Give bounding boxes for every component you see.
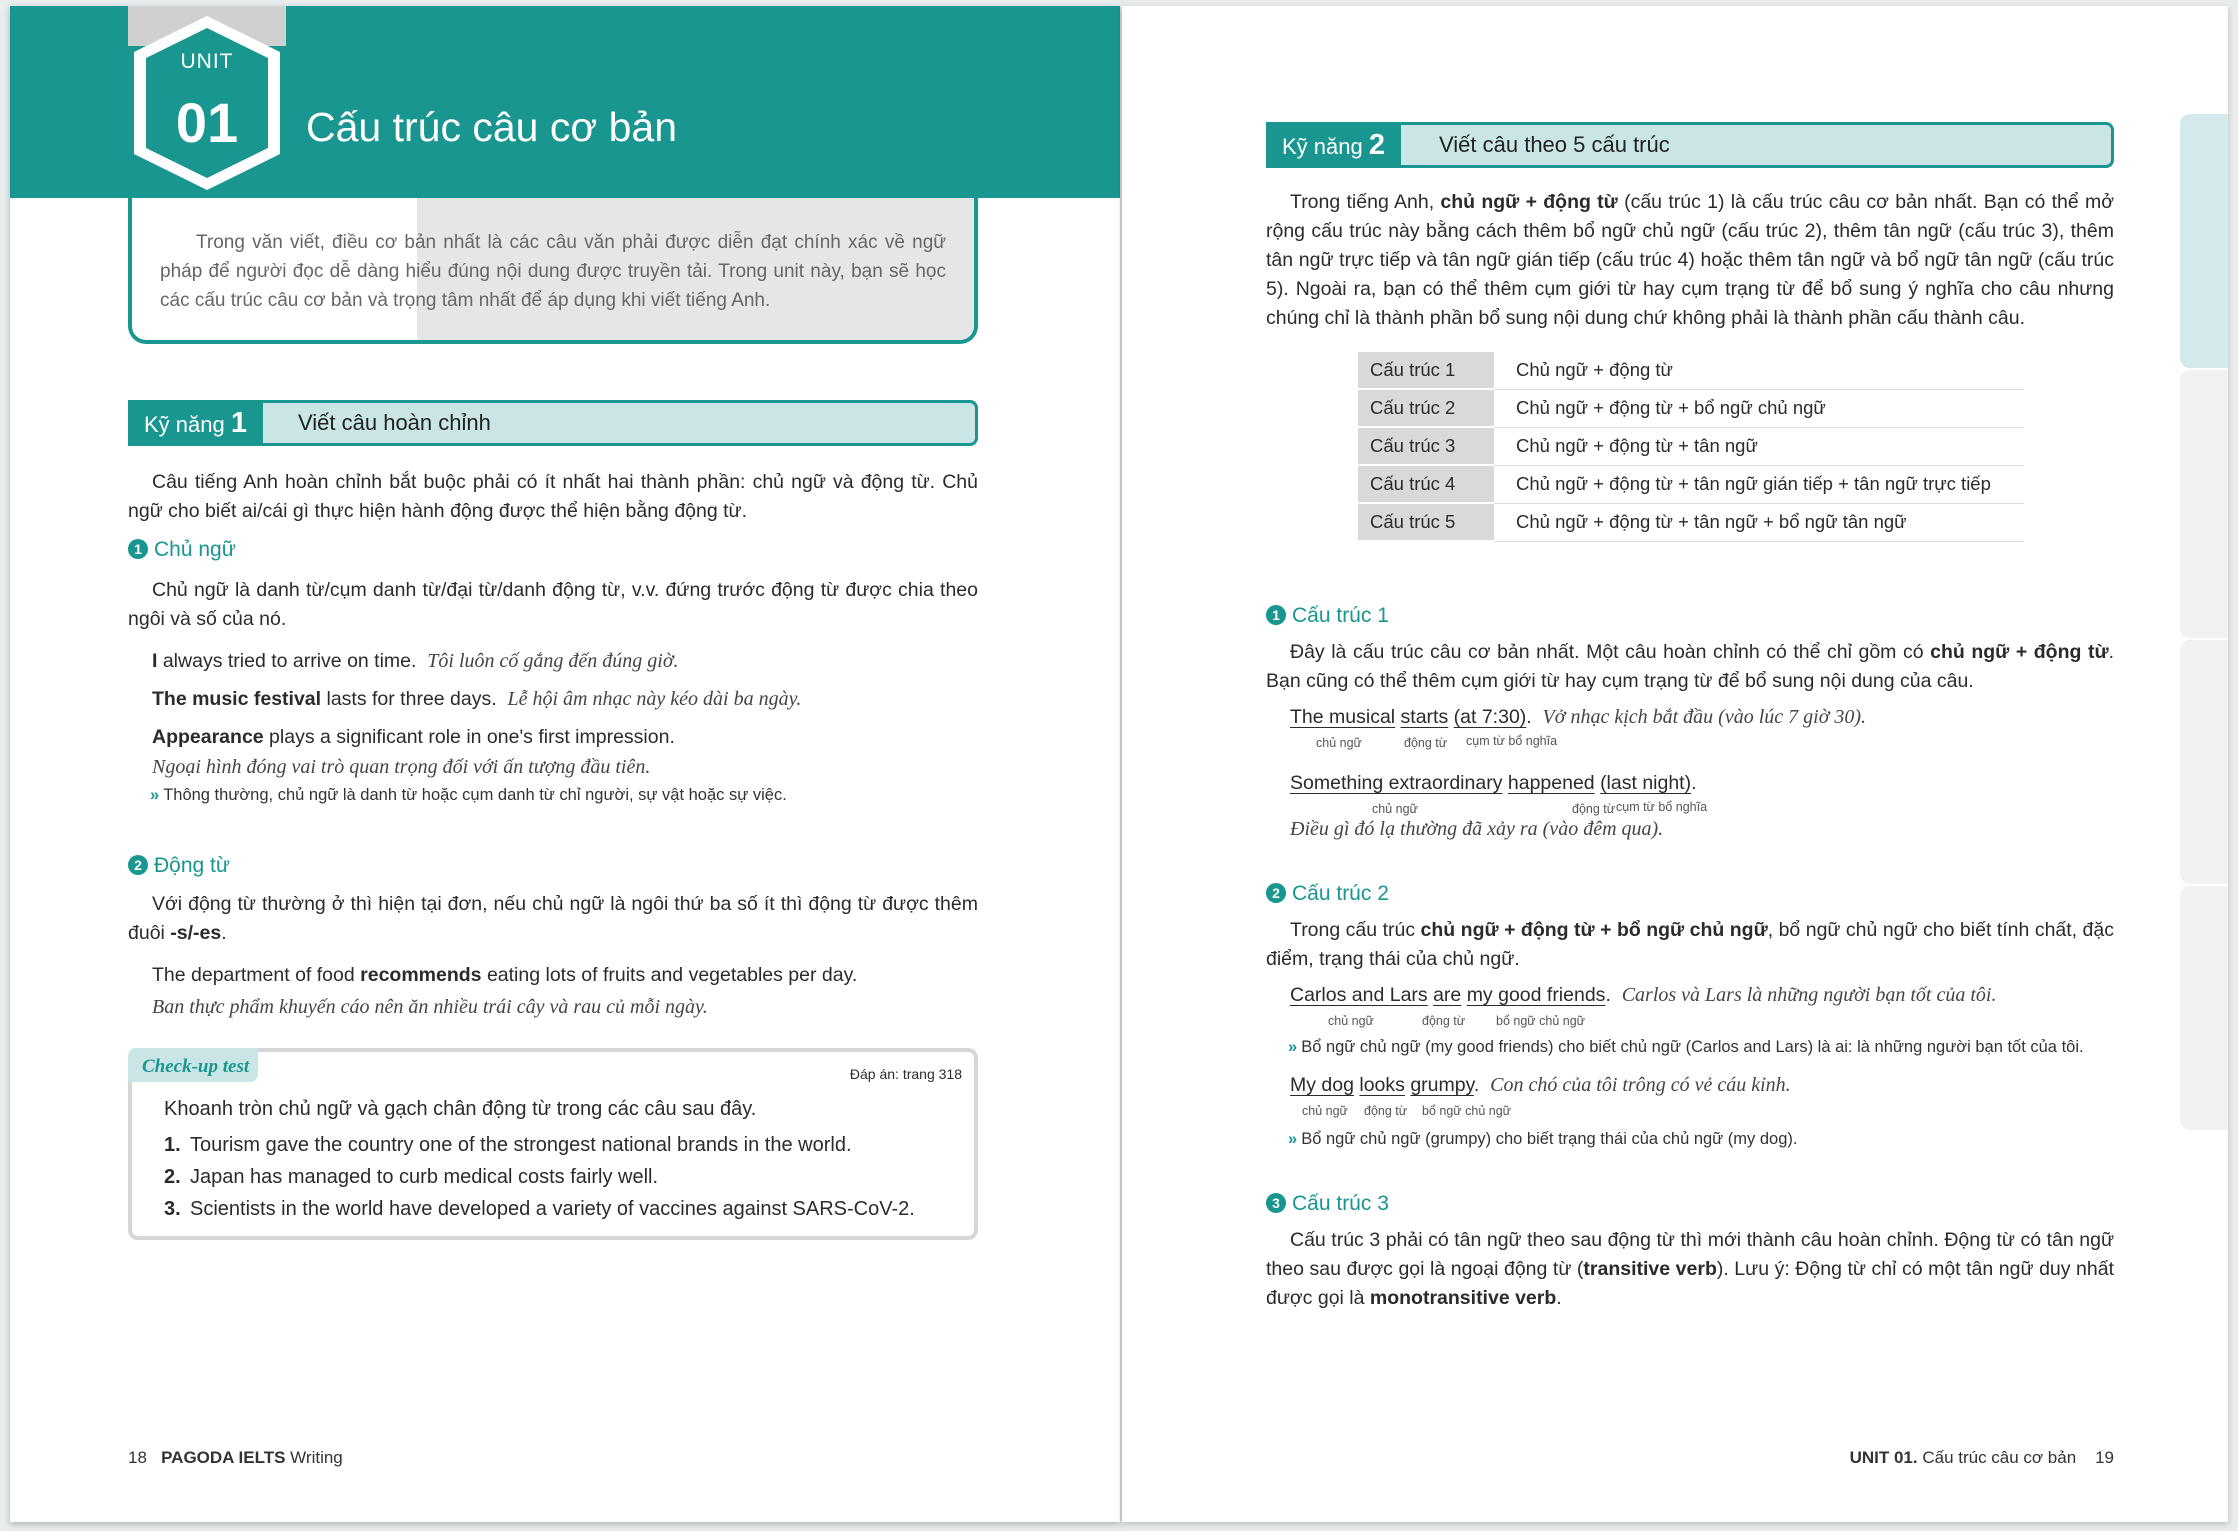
structure-1-paragraph: Đây là cấu trúc câu cơ bản nhất. Một câu hoàn chỉnh có thể chỉ gồm có chủ ngữ + động từ. Bạn cũng có thể thêm cụm giới từ hay cụm trạng từ để bổ sung nội dung của câu. bbox=[1266, 641, 2114, 692]
left-page bbox=[10, 6, 1120, 1522]
label-verb: động từ bbox=[1364, 1104, 1408, 1118]
structure-2-example-2: My dog looks grumpy. Con chó của tôi trông có vẻ cáu kỉnh. bbox=[1290, 1074, 1791, 1096]
double-arrow-icon: » bbox=[150, 786, 160, 804]
label-subject: chủ ngữ bbox=[1302, 1104, 1348, 1118]
unit-number: 01 bbox=[175, 91, 239, 154]
check-item-1: 1. Tourism gave the country one of the strongest national brands in the world. bbox=[164, 1134, 852, 1156]
double-arrow-icon: » bbox=[1288, 1130, 1298, 1148]
label-complement: bổ ngữ chủ ngữ bbox=[1496, 1014, 1586, 1028]
left-footer: 18 PAGODA IELTS Writing bbox=[128, 1448, 343, 1467]
skill-1-title: Viết câu hoàn chỉnh bbox=[298, 410, 491, 435]
skill-1-header bbox=[128, 400, 978, 446]
chapter-side-tab-3[interactable] bbox=[2180, 640, 2228, 884]
check-item-3: 3. Scientists in the world have developed a variety of vaccines against SARS-CoV-2. bbox=[164, 1198, 915, 1220]
chapter-side-tab-2[interactable] bbox=[2180, 370, 2228, 638]
table-row: Cấu trúc 1 Chủ ngữ + động từ bbox=[1358, 352, 2024, 389]
structure-2-note-1: » Bổ ngữ chủ ngữ (my good friends) cho biết chủ ngữ (Carlos and Lars) là ai: là những người bạn tốt của tôi. bbox=[1288, 1038, 2084, 1056]
label-verb: động từ bbox=[1422, 1014, 1466, 1028]
verb-paragraph: Với động từ thường ở thì hiện tại đơn, nếu chủ ngữ là ngôi thứ ba số ít thì động từ được thêm đuôi -s/-es. bbox=[128, 893, 978, 944]
section-verb-heading: 2 Động từ bbox=[128, 854, 230, 878]
structure-2-example-1: Carlos and Lars are my good friends. Carlos và Lars là những người bạn tốt của tôi. bbox=[1290, 984, 1997, 1006]
answer-page-ref: Đáp án: trang 318 bbox=[849, 1066, 962, 1082]
check-up-title: Check-up test bbox=[142, 1056, 250, 1077]
label-verb: động từ bbox=[1572, 802, 1616, 816]
skill-1-tag: Kỹ năng 1 bbox=[128, 400, 263, 446]
structure-1-example-2: Something extraordinary happened (last night). bbox=[1290, 772, 1697, 794]
structure-1-example-1: The musical starts (at 7:30). Vở nhạc kịch bắt đầu (vào lúc 7 giờ 30). bbox=[1290, 706, 1867, 728]
structure-1-heading: 1 Cấu trúc 1 bbox=[1266, 604, 1389, 628]
label-modifier: cụm từ bổ nghĩa bbox=[1616, 800, 1708, 814]
label-subject: chủ ngữ bbox=[1328, 1014, 1374, 1028]
subject-paragraph: Chủ ngữ là danh từ/cụm danh từ/đại từ/danh động từ, v.v. đứng trước động từ được chia theo ngôi và số của nó. bbox=[128, 579, 978, 630]
skill-2-tag: Kỹ năng 2 bbox=[1266, 122, 1401, 168]
structure-1-example-2-translation: Điều gì đó lạ thường đã xảy ra (vào đêm qua). bbox=[1290, 818, 1664, 840]
check-instruction: Khoanh tròn chủ ngữ và gạch chân động từ trong các câu sau đây. bbox=[164, 1098, 757, 1120]
skill-2-header bbox=[1266, 122, 2114, 168]
structure-3-paragraph: Cấu trúc 3 phải có tân ngữ theo sau động từ thì mới thành câu hoàn chỉnh. Động từ có tân ngữ theo sau được gọi là ngoại động từ (transitive verb). Lưu ý: Động từ chỉ có một tân ngữ duy nhất được gọi là monotransitive verb. bbox=[1266, 1229, 2114, 1309]
right-page bbox=[1122, 6, 2228, 1522]
skill-2-intro: Trong tiếng Anh, chủ ngữ + động từ (cấu trúc 1) là cấu trúc câu cơ bản nhất. Bạn có thể mở rộng cấu trúc này bằng cách thêm bổ ngữ chủ ngữ (cấu trúc 2), thêm tân ngữ (cấu trúc 3), thêm tân ngữ trực tiếp và tân ngữ gián tiếp (cấu trúc 4) hoặc thêm tân ngữ và bổ ngữ tân ngữ (cấu trúc 5). Ngoài ra, bạn có thể thêm cụm giới từ hay cụm trạng từ để bổ sung ý nghĩa cho câu nhưng chúng chỉ là thành phần bổ sung nội dung chứ không phải là thành phần cấu thành câu. bbox=[1266, 191, 2115, 329]
unit-title: Cấu trúc câu cơ bản bbox=[306, 104, 678, 150]
table-row: Cấu trúc 3 Chủ ngữ + động từ + tân ngữ bbox=[1358, 427, 2024, 465]
structure-2-paragraph: Trong cấu trúc chủ ngữ + động từ + bổ ngữ chủ ngữ, bổ ngữ chủ ngữ cho biết tính chất, đặc điểm, trạng thái của chủ ngữ. bbox=[1266, 919, 2114, 970]
skill-1-paragraph: Câu tiếng Anh hoàn chỉnh bắt buộc phải có ít nhất hai thành phần: chủ ngữ và động từ. Chủ ngữ cho biết ai/cái gì thực hiện hành động được thể hiện bằng động từ. bbox=[128, 471, 978, 522]
subject-note: » Thông thường, chủ ngữ là danh từ hoặc cụm danh từ chỉ người, sự vật hoặc sự việc. bbox=[150, 786, 787, 804]
table-row: Cấu trúc 5 Chủ ngữ + động từ + tân ngữ + bổ ngữ tân ngữ bbox=[1358, 503, 2024, 541]
label-complement: bổ ngữ chủ ngữ bbox=[1422, 1104, 1512, 1118]
check-up-test-box bbox=[128, 1048, 978, 1240]
check-item-2: 2. Japan has managed to curb medical costs fairly well. bbox=[164, 1166, 659, 1188]
example-2: The music festival lasts for three days. Lễ hội âm nhạc này kéo dài ba ngày. bbox=[152, 688, 802, 710]
structure-table bbox=[1358, 352, 2024, 542]
right-footer: UNIT 01. Cấu trúc câu cơ bản 19 bbox=[1849, 1448, 2114, 1467]
unit-label: UNIT bbox=[180, 50, 234, 73]
chapter-side-tab-4[interactable] bbox=[2180, 886, 2228, 1130]
example-3-translation: Ngoại hình đóng vai trò quan trọng đối với ấn tượng đầu tiên. bbox=[152, 756, 651, 778]
structure-3-heading: 3 Cấu trúc 3 bbox=[1266, 1192, 1389, 1216]
table-row: Cấu trúc 2 Chủ ngữ + động từ + bổ ngữ chủ ngữ bbox=[1358, 389, 2024, 427]
chapter-side-tab-1[interactable] bbox=[2180, 114, 2228, 368]
skill-2-title: Viết câu theo 5 cấu trúc bbox=[1439, 132, 1670, 157]
example-4: The department of food recommends eating lots of fruits and vegetables per day. bbox=[152, 964, 858, 986]
example-4-translation: Ban thực phẩm khuyến cáo nên ăn nhiều trái cây và rau củ mỗi ngày. bbox=[152, 996, 708, 1018]
label-subject: chủ ngữ bbox=[1316, 736, 1362, 750]
label-verb: động từ bbox=[1404, 736, 1448, 750]
example-3: Appearance plays a significant role in one's first impression. bbox=[152, 726, 675, 748]
double-arrow-icon: » bbox=[1288, 1038, 1298, 1056]
structure-2-note-2: » Bổ ngữ chủ ngữ (grumpy) cho biết trạng thái của chủ ngữ (my dog). bbox=[1288, 1130, 1798, 1148]
structure-2-heading: 2 Cấu trúc 2 bbox=[1266, 882, 1389, 906]
label-subject: chủ ngữ bbox=[1372, 802, 1418, 816]
table-row: Cấu trúc 4 Chủ ngữ + động từ + tân ngữ gián tiếp + tân ngữ trực tiếp bbox=[1358, 465, 2024, 503]
label-modifier: cụm từ bổ nghĩa bbox=[1466, 734, 1558, 748]
example-1: I always tried to arrive on time. Tôi luôn cố gắng đến đúng giờ. bbox=[152, 650, 679, 672]
section-subject-heading: 1 Chủ ngữ bbox=[128, 538, 236, 562]
intro-box bbox=[128, 198, 978, 344]
intro-text: Trong văn viết, điều cơ bản nhất là các câu văn phải được diễn đạt chính xác về ngữ pháp để người đọc dễ dàng hiểu đúng nội dung được truyền tải. Trong unit này, bạn sẽ học các cấu trúc câu cơ bản và trọng tâm nhất để áp dụng khi viết tiếng Anh. bbox=[160, 232, 946, 311]
